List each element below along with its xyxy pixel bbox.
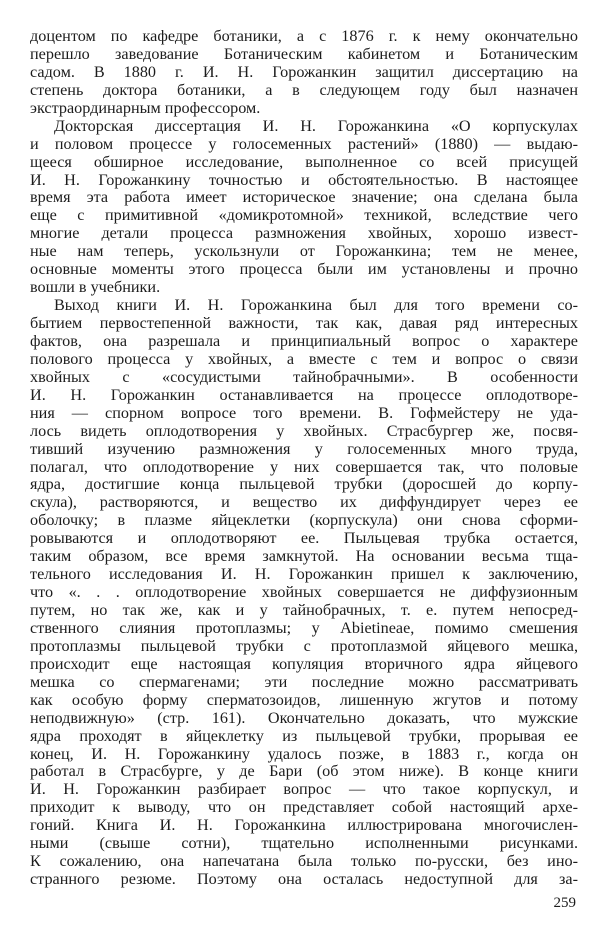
text-line: протоплазмы пыльцевой трубки с протоплазмой яйцевого мешка,	[30, 636, 578, 655]
text-line: неподвижную» (стр. 161). Окончательно доказать, что мужские	[30, 708, 578, 727]
text-line: как особую форму сперматозоидов, лишенную жгутов и потому	[30, 690, 578, 709]
text-line: доцентом по кафедре ботаники, а с 1876 г. к нему окончательно	[30, 27, 578, 45]
text-line: конец, И. Н. Горожанкину удалось позже, в 1883 г., когда он	[30, 744, 578, 763]
text-line: таким образом, все время замкнутой. На основании весьма тща-	[30, 547, 578, 566]
paragraph	[30, 297, 578, 889]
text-line: и половом процессе у голосеменных растений» (1880) — выдаю-	[30, 134, 578, 153]
text-line: мешка со спермагенами; эти последние можно рассматривать	[30, 672, 578, 691]
text-line: основные моменты этого процесса были им установлены и прочно	[30, 260, 578, 279]
text-line: тивший изучению размножения у голосеменных много труда,	[30, 439, 578, 458]
text-line: вошли в учебники.	[30, 278, 161, 297]
text-line: садом. В 1880 г. И. Н. Горожанкин защитил диссертацию на	[30, 62, 578, 81]
text-line: полагал, что оплодотворение у них совершается так, что половые	[30, 457, 578, 476]
text-line: экстраординарным профессором.	[30, 98, 261, 117]
text-line: степень доктора ботаники, а в следующем году был назначен	[30, 80, 578, 99]
text-line: К сожалению, она напечатана была только по-русски, без ино-	[30, 852, 578, 871]
text-line: время эта работа имеет историческое значение; она сделана была	[30, 188, 578, 207]
text-line: полового процесса у хвойных, а вместе с тем и вопрос о связи	[30, 349, 578, 368]
text-line: ственного слияния протоплазмы; у Abietineae, помимо смешения	[30, 618, 578, 637]
text-line: что «. . . оплодотворение хвойных совершается не диффузионным	[30, 583, 578, 602]
text-line: гоний. Книга И. Н. Горожанкина иллюстрирована многочислен-	[30, 816, 578, 835]
text-line: скула), растворяются, и вещество их диффундирует через ее	[30, 493, 578, 512]
text-line: И. Н. Горожанкину точностью и обстоятельностью. В настоящее	[30, 170, 578, 189]
text-line: странного резюме. Поэтому она осталась недоступной для за-	[30, 870, 578, 889]
text-line: лось видеть оплодотворения у хвойных. Страсбургер же, посвя-	[30, 421, 578, 440]
text-line: ные нам теперь, ускользнули от Горожанкина; тем не менее,	[30, 242, 578, 261]
text-line: оболочку; в плазме яйцеклетки (корпускула) они снова сформи-	[30, 511, 578, 530]
text-line: еще с примитивной «домикротомной» техникой, вследствие чего	[30, 206, 578, 225]
text-line: ния — спорном вопросе того времени. В. Гофмейстеру не уда-	[30, 403, 578, 422]
text-line: работал в Страсбурге, у де Бари (об этом ниже). В конце книги	[30, 762, 578, 781]
text-line: многие детали процесса размножения хвойных, хорошо извест-	[30, 224, 578, 243]
text-line: ядра, достигшие конца пыльцевой трубки (доросшей до корпу-	[30, 475, 578, 494]
text-line: перешло заведование Ботаническим кабинетом и Ботаническим	[30, 44, 578, 63]
text-line: происходит еще настоящая копуляция вторичного ядра яйцевого	[30, 654, 578, 673]
text-line: фактов, она разрешала и принципиальный вопрос о характере	[30, 331, 578, 350]
text-line: бытием первостепенной важности, так как, давая ряд интересных	[30, 314, 578, 332]
paragraph	[30, 28, 578, 118]
page-body	[30, 28, 578, 889]
text-line: путем, но так же, как и у тайнобрачных, т. е. путем непосред-	[30, 601, 578, 619]
paragraph	[30, 118, 578, 297]
page-number: 259	[553, 895, 576, 911]
text-line: щееся обширное исследование, выполненное со всей присущей	[30, 152, 578, 171]
text-line: приходит к выводу, что он представляет собой настоящий архе-	[30, 798, 578, 817]
text-line: хвойных с «сосудистыми тайнобрачными». В особенности	[30, 367, 578, 386]
text-line: ными (свыше сотни), тщательно исполненными рисунками.	[30, 834, 578, 853]
text-line: И. Н. Горожанкин останавливается на процессе оплодотворе-	[30, 385, 578, 404]
text-line: ядра проходят в яйцеклетку из пыльцевой трубки, прорывая ее	[30, 726, 578, 745]
text-line: Докторская диссертация И. Н. Горожанкина «О корпускулах	[54, 116, 578, 135]
text-line: ровываются и оплодотворяют ее. Пыльцевая трубка остается,	[30, 529, 578, 548]
text-line: Выход книги И. Н. Горожанкина был для того времени со-	[54, 296, 578, 315]
text-line: тельного исследования И. Н. Горожанкин пришел к заключению,	[30, 565, 578, 584]
text-line: И. Н. Горожанкин разбирает вопрос — что такое корпускул, и	[30, 780, 578, 799]
